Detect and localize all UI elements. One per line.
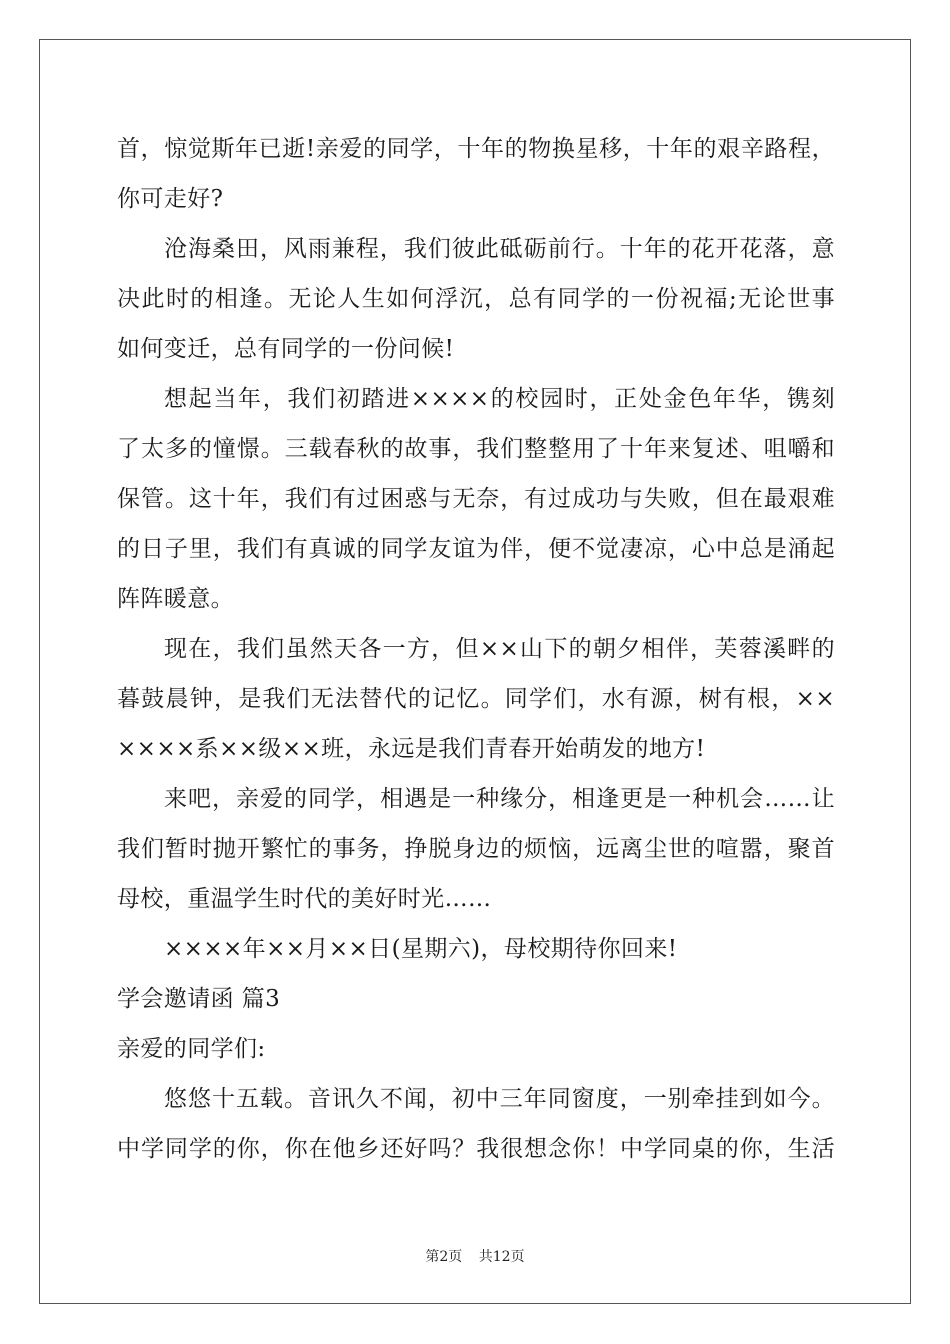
text-line: 的日子里，我们有真诚的同学友谊为伴，便不觉凄凉，心中总是涌起 <box>117 536 835 562</box>
text-line: ××××系××级××班，永远是我们青春开始萌发的地方! <box>117 736 706 762</box>
paragraph-start-line: 来吧，亲爱的同学，相遇是一种缘分，相逢更是一种机会……让 <box>164 786 835 812</box>
page-total: 共12页 <box>478 1249 525 1265</box>
text-line: 首，惊觉斯年已逝!亲爱的同学，十年的物换星移，十年的艰辛路程， <box>117 136 835 162</box>
text-line: 保管。这十年，我们有过困惑与无奈，有过成功与失败，但在最艰难 <box>117 486 835 512</box>
paragraph-start-line: 沧海桑田，风雨兼程，我们彼此砥砺前行。十年的花开花落，意 <box>164 236 835 262</box>
text-line: 如何变迁，总有同学的一份问候! <box>117 336 455 362</box>
page-footer <box>0 1246 950 1266</box>
salutation: 亲爱的同学们: <box>117 1036 266 1062</box>
text-line: 母校，重温学生时代的美好时光…… <box>117 886 492 912</box>
text-line: 我们暂时抛开繁忙的事务，挣脱身边的烦恼，远离尘世的喧嚣，聚首 <box>117 836 835 862</box>
text-line: 你可走好? <box>117 186 224 212</box>
page-number: 第2页 <box>425 1249 463 1265</box>
date-line: ××××年××月××日(星期六)，母校期待你回来! <box>164 936 678 962</box>
section-heading: 学会邀请函 篇3 <box>117 986 281 1012</box>
text-line: 了太多的憧憬。三载春秋的故事，我们整整用了十年来复述、咀嚼和 <box>117 436 835 462</box>
text-line: 阵阵暖意。 <box>117 586 234 612</box>
text-line: 中学同学的你，你在他乡还好吗？我很想念你！中学同桌的你，生活 <box>117 1136 835 1162</box>
paragraph-start-line: 悠悠十五载。音讯久不闻，初中三年同窗度，一别牵挂到如今。 <box>164 1086 835 1112</box>
document-body <box>117 124 835 1174</box>
paragraph-start-line: 想起当年，我们初踏进××××的校园时，正处金色年华，镌刻 <box>164 386 835 412</box>
text-line: 决此时的相逢。无论人生如何浮沉，总有同学的一份祝福;无论世事 <box>117 286 835 312</box>
paragraph-start-line: 现在，我们虽然天各一方，但××山下的朝夕相伴，芙蓉溪畔的 <box>164 636 835 662</box>
text-line: 暮鼓晨钟，是我们无法替代的记忆。同学们，水有源，树有根，×× <box>117 686 835 712</box>
